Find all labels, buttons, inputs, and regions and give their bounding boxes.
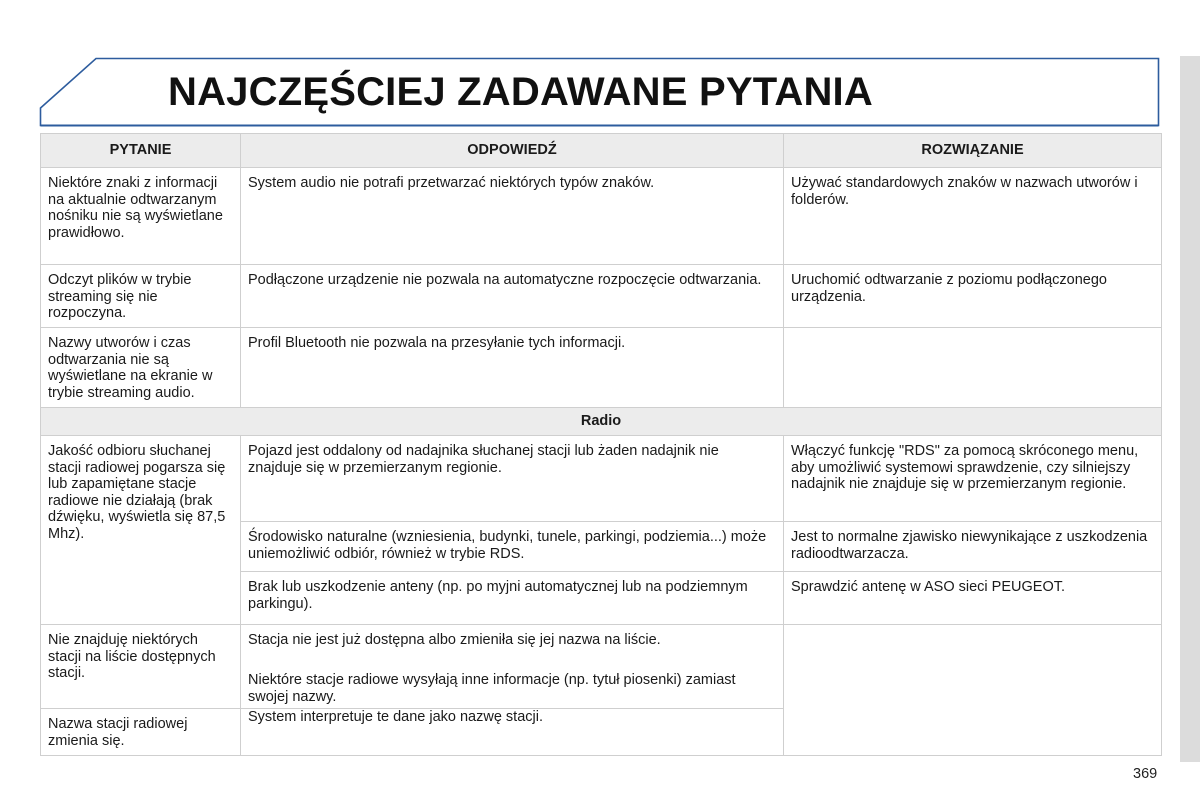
answer-cell: System audio nie potrafi przetwarzać niektórych typów znaków. (241, 168, 784, 265)
question-cell: Jakość odbioru słuchanej stacji radiowej pogarsza się lub zapamiętane stacje radiowe nie działają (brak dźwięku, wyświetla się 87,5 Mhz). (41, 436, 241, 625)
solution-cell (784, 328, 1162, 408)
solution-cell (784, 625, 1162, 709)
section-row (41, 408, 1162, 436)
table-row (41, 328, 1162, 408)
solution-cell (784, 709, 1162, 756)
header-question: PYTANIE (41, 134, 241, 168)
table-row (41, 436, 1162, 522)
answer-cell: Podłączone urządzenie nie pozwala na automatyczne rozpoczęcie odtwarzania. (241, 265, 784, 328)
question-cell: Odczyt plików w trybie streaming się nie rozpoczyna. (41, 265, 241, 328)
faq-table (40, 133, 1162, 756)
solution-cell: Uruchomić odtwarzanie z poziomu podłączonego urządzenia. (784, 265, 1162, 328)
side-strip (1180, 56, 1200, 762)
table-header-row (41, 134, 1162, 168)
question-cell: Nazwy utworów i czas odtwarzania nie są wyświetlane na ekranie w trybie streaming audio. (41, 328, 241, 408)
answer-cell: Pojazd jest oddalony od nadajnika słuchanej stacji lub żaden nadajnik nie znajduje się w przemierzanym regionie. (241, 436, 784, 522)
question-cell: Nie znajduję niektórych stacji na liście dostępnych stacji. (41, 625, 241, 709)
section-label-radio: Radio (41, 408, 1162, 436)
question-cell: Nazwa stacji radiowej zmienia się. (41, 709, 241, 756)
question-cell: Niektóre znaki z informacji na aktualnie odtwarzanym nośniku nie są wyświetlane prawidłowo. (41, 168, 241, 265)
answer-cell: Brak lub uszkodzenie anteny (np. po myjni automatycznej lub na podziemnym parkingu). (241, 572, 784, 625)
answer-cell: Stacja nie jest już dostępna albo zmieniła się jej nazwa na liście. (241, 625, 784, 709)
table-row (41, 265, 1162, 328)
answer-cell: Profil Bluetooth nie pozwala na przesyłanie tych informacji. (241, 328, 784, 408)
solution-cell: Używać standardowych znaków w nazwach utworów i folderów. (784, 168, 1162, 265)
table-row (41, 709, 1162, 756)
answer-cell: Środowisko naturalne (wzniesienia, budynki, tunele, parkingi, podziemia...) może uniemożliwić odbiór, również w trybie RDS. (241, 522, 784, 572)
solution-cell: Włączyć funkcję "RDS" za pomocą skróconego menu, aby umożliwić systemowi sprawdzenie, czy silniejszy nadajnik nie znajduje się w przemierzanym regionie. (784, 436, 1162, 522)
solution-cell: Sprawdzić antenę w ASO sieci PEUGEOT. (784, 572, 1162, 625)
solution-cell: Jest to normalne zjawisko niewynikające z uszkodzenia radioodtwarzacza. (784, 522, 1162, 572)
answer-cell (241, 672, 784, 756)
answer-line: Niektóre stacje radiowe wysyłają inne informacje (np. tytuł piosenki) zamiast swojej nazwy. (248, 672, 736, 705)
table-row (41, 168, 1162, 265)
header-answer: ODPOWIEDŹ (241, 134, 784, 168)
page-title: NAJCZĘŚCIEJ ZADAWANE PYTANIA (168, 70, 873, 114)
answer-line: System interpretuje te dane jako nazwę stacji. (248, 709, 543, 725)
page-number: 369 (1133, 766, 1158, 782)
header-solution: ROZWIĄZANIE (784, 134, 1162, 168)
